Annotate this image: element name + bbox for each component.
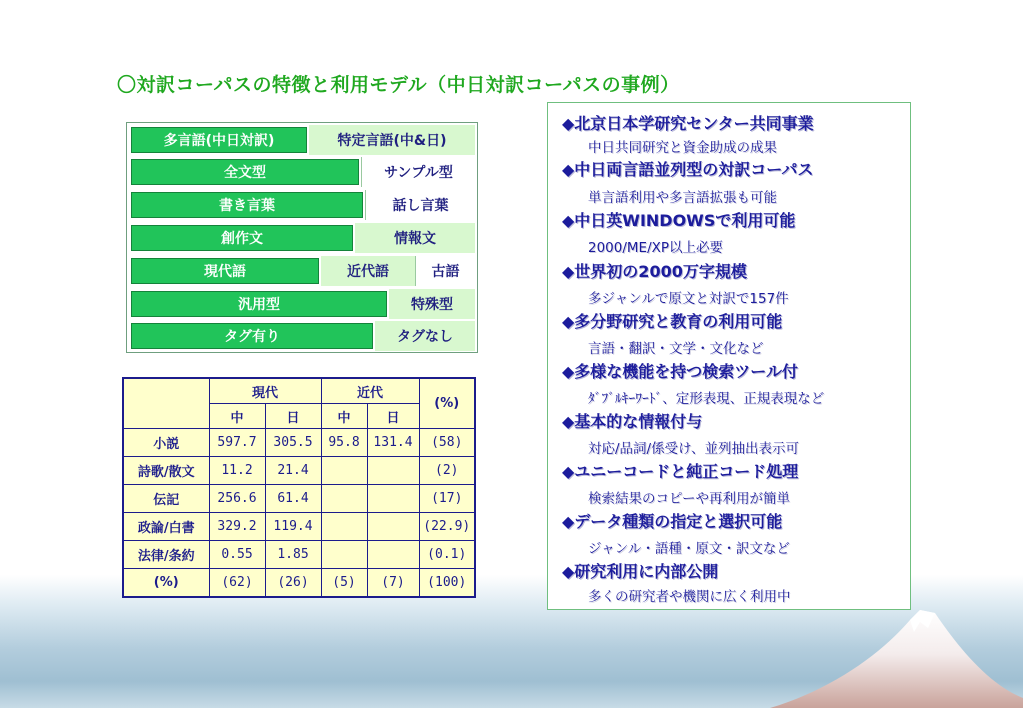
table-cell: 131.4: [367, 429, 419, 457]
table-row: [123, 429, 475, 457]
feature-detail: 言語・翻訳・文学・文化など: [588, 341, 764, 357]
table-cell: 305.5: [265, 429, 321, 457]
panel-cell-left: タグ有り: [129, 321, 375, 351]
table-cell: 597.7: [209, 429, 265, 457]
panel-cell-right: 話し言葉: [365, 190, 475, 220]
panel-cell-right: 特殊型: [389, 289, 475, 319]
panel-row: [129, 256, 475, 286]
table-subheader: 中: [321, 404, 367, 429]
corpus-size-table: [122, 377, 476, 598]
panel-row: [129, 125, 475, 155]
table-cell: 61.4: [265, 485, 321, 513]
feature-list-box: [547, 102, 911, 610]
panel-cell-right: 情報文: [355, 223, 475, 253]
feature-heading: ◆ユニーコードと純正コード処理: [562, 462, 799, 481]
panel-cell-left: 全文型: [129, 157, 361, 187]
table-cell: 1.85: [265, 541, 321, 569]
feature-detail: 対応/品詞/係受け、並列抽出表示可: [588, 441, 800, 457]
table-cell: 11.2: [209, 457, 265, 485]
feature-detail: 多くの研究者や機関に広く利用中: [588, 589, 791, 605]
table-subheader: 日: [367, 404, 419, 429]
table-cell: (58): [419, 429, 475, 457]
panel-cell-left: 創作文: [129, 223, 355, 253]
table-cell: [367, 541, 419, 569]
panel-cell-mid: 近代語: [321, 256, 415, 286]
panel-row: [129, 289, 475, 319]
table-cell: (22.9): [419, 513, 475, 541]
table-cell: (100): [419, 569, 475, 598]
page-title: 〇対訳コーパスの特徴と利用モデル（中日対訳コーパスの事例）: [117, 74, 680, 96]
table-cell: [367, 513, 419, 541]
table-cell: (17): [419, 485, 475, 513]
table-total-row: [123, 569, 475, 598]
panel-cell-right: タグなし: [375, 321, 475, 351]
table-header-modern: 現代: [209, 378, 321, 404]
table-row-label: 詩歌/散文: [123, 457, 209, 485]
feature-heading: ◆データ種類の指定と選択可能: [562, 512, 783, 531]
table-subheader: 日: [265, 404, 321, 429]
table-header-row: [123, 378, 475, 404]
table-cell: 21.4: [265, 457, 321, 485]
table-cell: 119.4: [265, 513, 321, 541]
feature-detail: 単言語利用や多言語拡張も可能: [588, 190, 777, 206]
table-cell: (0.1): [419, 541, 475, 569]
table-row-label: (%): [123, 569, 209, 598]
table-row: [123, 541, 475, 569]
panel-cell-left: 多言語(中日対訳): [129, 125, 309, 155]
table-row: [123, 513, 475, 541]
feature-detail: 2000/ME/XP以上必要: [588, 240, 724, 256]
feature-detail: ジャンル・語種・原文・訳文など: [588, 541, 790, 557]
panel-row: [129, 157, 475, 187]
table-cell: (62): [209, 569, 265, 598]
table-row-label: 小説: [123, 429, 209, 457]
table-cell: (7): [367, 569, 419, 598]
table-row-label: 政論/白書: [123, 513, 209, 541]
feature-heading: ◆中日両言語並列型の対訳コーパス: [562, 160, 814, 179]
table-row: [123, 457, 475, 485]
table-cell: 256.6: [209, 485, 265, 513]
table-corner-cell: [123, 378, 209, 429]
feature-heading: ◆多分野研究と教育の利用可能: [562, 312, 783, 331]
table-cell: [321, 485, 367, 513]
table-row-label: 伝記: [123, 485, 209, 513]
panel-cell-right: 特定言語(中&日): [309, 125, 475, 155]
feature-heading: ◆世界初の2000万字規模: [562, 262, 747, 281]
panel-row: [129, 223, 475, 253]
panel-cell-right: サンプル型: [361, 157, 475, 187]
table-cell: (5): [321, 569, 367, 598]
table-cell: [367, 457, 419, 485]
table-cell: 0.55: [209, 541, 265, 569]
table-cell: 95.8: [321, 429, 367, 457]
feature-detail: ﾀﾞﾌﾞﾙｷｰﾜｰﾄﾞ、定形表現、正規表現など: [588, 391, 825, 407]
feature-heading: ◆北京日本学研究センター共同事業: [562, 114, 814, 133]
table-header-early-modern: 近代: [321, 378, 419, 404]
table-header-percent: (%): [419, 378, 475, 429]
panel-cell-left: 現代語: [129, 256, 321, 286]
table-row-label: 法律/条約: [123, 541, 209, 569]
feature-heading: ◆多様な機能を持つ検索ツール付: [562, 362, 798, 381]
table-cell: [321, 541, 367, 569]
feature-heading: ◆基本的な情報付与: [562, 412, 703, 431]
table-cell: (2): [419, 457, 475, 485]
table-cell: [367, 485, 419, 513]
feature-detail: 検索結果のコピーや再利用が簡単: [588, 491, 790, 507]
table-row: [123, 485, 475, 513]
panel-cell-right: 古語: [415, 256, 475, 286]
panel-cell-left: 汎用型: [129, 289, 389, 319]
feature-detail: 多ジャンルで原文と対訳で157件: [588, 291, 789, 307]
feature-detail: 中日共同研究と資金助成の成果: [588, 140, 777, 156]
table-cell: [321, 457, 367, 485]
panel-row: [129, 321, 475, 351]
table-subheader: 中: [209, 404, 265, 429]
corpus-feature-panel: [126, 122, 478, 353]
table-cell: [321, 513, 367, 541]
feature-heading: ◆研究利用に内部公開: [562, 562, 719, 581]
panel-row: [129, 190, 475, 220]
table-cell: (26): [265, 569, 321, 598]
panel-cell-left: 書き言葉: [129, 190, 365, 220]
table-cell: 329.2: [209, 513, 265, 541]
feature-heading: ◆中日英WINDOWSで利用可能: [562, 211, 796, 230]
